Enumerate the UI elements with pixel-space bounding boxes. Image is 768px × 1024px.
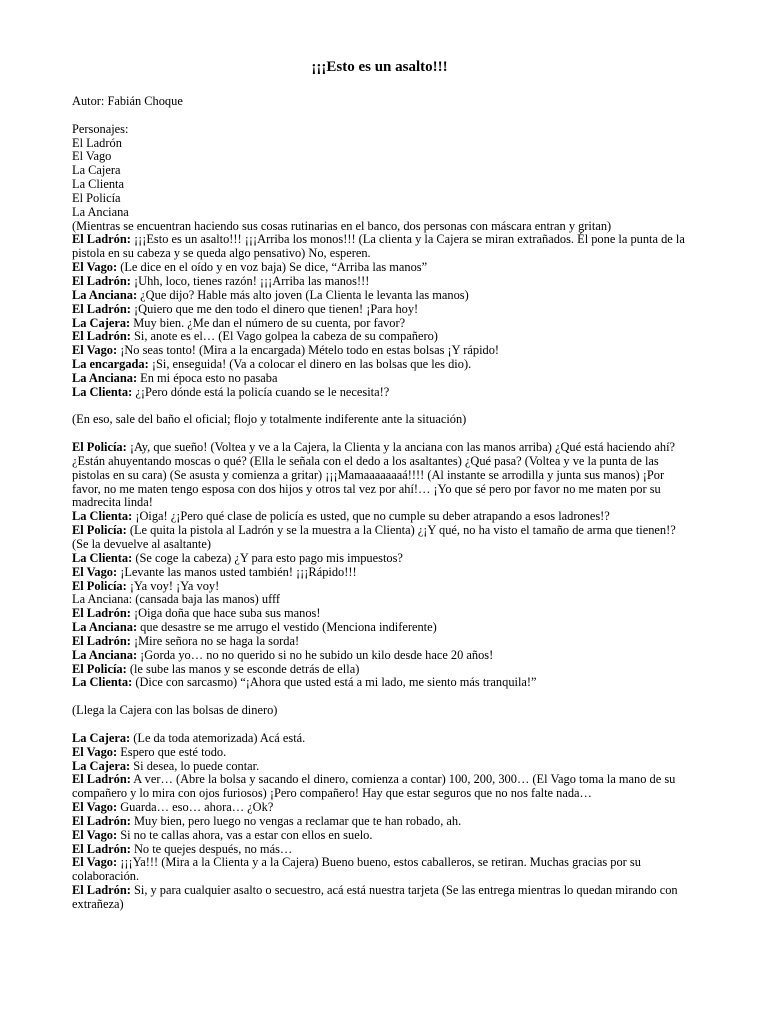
dialogue-line (72, 524, 687, 552)
dialogue-block (72, 441, 687, 690)
character-item: El Vago (72, 149, 112, 164)
speaker-colon: : (128, 509, 133, 524)
dialogue-text: A ver… (Abre la bolsa y sacando el dinero, comienza a contar) 100, 200, 300… (El Vago toma la mano de su compañero y lo mira con ojos furiosos) ¡Pero compañero! Hay que estar seguros que no nos falte nada… (72, 772, 676, 801)
dialogue-text: Muy bien. ¿Me dan el número de su cuenta, por favor? (130, 315, 406, 330)
speaker-name: El Ladrón (72, 232, 127, 247)
dialogue-line (72, 607, 687, 621)
speaker-colon: : (126, 273, 131, 288)
dialogue-text: ¡Oiga! ¿¡Pero qué clase de policía es usted, que no cumple su deber atrapando a esos ladrones!? (132, 509, 610, 524)
dialogue-line (72, 303, 687, 317)
speaker-name: El Vago (72, 855, 113, 870)
dialogue-text: (le sube las manos y se esconde detrás de ella) (126, 661, 360, 676)
dialogue-line (72, 330, 687, 344)
dialogue-line (72, 856, 687, 884)
speaker-colon: : (126, 232, 131, 247)
dialogue-line (72, 441, 687, 510)
dialogue-line (72, 289, 687, 303)
dialogue-line (72, 621, 687, 635)
spacer (72, 109, 687, 123)
speaker-name: La Anciana (72, 647, 133, 662)
character-item: El Ladrón (72, 135, 122, 150)
speaker-colon: : (112, 855, 118, 870)
dialogue-line (72, 635, 687, 649)
character-item: La Cajera (72, 163, 121, 178)
dialogue-line (72, 233, 687, 261)
stage-direction: (En eso, sale del baño el oficial; flojo y totalmente indiferente ante la situación) (72, 412, 467, 427)
dialogue-line (72, 386, 687, 400)
speaker-name: El Vago (72, 827, 113, 842)
dialogue-text: ¡¡¡Esto es un asalto!!! ¡¡¡Arriba los monos!!! (La clienta y la Cajera se miran extrañados. Él pone la punta de la pistola en su cabeza y se queda algo pensativo) No, esperen. (72, 232, 685, 261)
dialogue-line (72, 884, 687, 912)
dialogue-line (72, 580, 687, 594)
speaker-name: La Cajera (72, 730, 127, 745)
document-title: ¡¡¡Esto es un asalto!!! (311, 59, 448, 75)
dialogue-text: ¡Quiero que me den todo el dinero que tienen! ¡Para hoy! (130, 301, 419, 316)
speaker-name: La Clienta (72, 550, 129, 565)
dialogue-line (72, 593, 687, 607)
dialogue-text: ¿¡Pero dónde está la policía cuando se le necesita!? (132, 384, 390, 399)
speaker-name: La Clienta (72, 509, 129, 524)
dialogue-line (72, 843, 687, 857)
dialogue-text: ¡Mire señora no se haga la sorda! (130, 633, 300, 648)
dialogue-text: ¡¡¡Ya!!! (Mira a la Clienta y a la Cajera) Bueno bueno, estos caballeros, se retiran. Muchas gracias por su colaboración. (72, 855, 641, 884)
speaker-name: El Policía (72, 578, 123, 593)
dialogue-line (72, 676, 687, 690)
speaker-colon: : (126, 772, 131, 787)
dialogue-line (72, 275, 687, 289)
speaker-colon: : (112, 800, 118, 815)
dialogue-text: ¡Ya voy! ¡Ya voy! (126, 578, 220, 593)
dialogue-line (72, 760, 687, 774)
speaker-colon: : (122, 578, 127, 593)
speaker-name: El Policía (72, 661, 123, 676)
dialogue-text: ¡Oiga doña que hace suba sus manos! (130, 606, 321, 621)
speaker-colon: : (112, 744, 118, 759)
dialogue-text: Si, y para cualquier asalto o secuestro, acá está nuestra tarjeta (Se las entrega mientras lo quedan mirando con extrañeza) (72, 883, 678, 911)
speaker-name: El Vago (72, 343, 113, 358)
speaker-name: El Vago (72, 800, 113, 815)
speaker-name: La Anciana (72, 620, 133, 635)
speaker-colon: : (132, 370, 138, 385)
dialogue-text: Guarda… eso… ahora… ¿Ok? (117, 800, 274, 815)
dialogue-text: En mi época esto no pasaba (137, 370, 278, 385)
dialogue-text: Si no te callas ahora, vas a estar con ellos en suelo. (117, 827, 373, 842)
speaker-name: El Ladrón (72, 273, 127, 288)
speaker-name: El Ladrón (72, 841, 127, 856)
dialogue-text: (Le quita la pistola al Ladrón y se la muestra a la Clienta) ¿¡Y qué, no ha visto el tamaño de arma que tienen!? (Se la devuelve al asaltante) (72, 523, 676, 551)
dialogue-text: ¿Que dijo? Hable más alto joven (La Clienta le levanta las manos) (137, 287, 469, 302)
speaker-colon: : (112, 564, 118, 579)
dialogue-text: Muy bien, pero luego no vengas a reclamar que te han robado, ah. (130, 813, 462, 828)
dialogue-line (72, 746, 687, 760)
dialogue-text: La Anciana: (cansada baja las manos) ufff (72, 592, 281, 607)
spacer (72, 400, 687, 414)
dialogue-text: ¡No seas tonto! (Mira a la encargada) Mételo todo en estas bolsas ¡Y rápido! (117, 343, 500, 358)
dialogue-line (72, 552, 687, 566)
speaker-colon: : (126, 315, 131, 330)
speaker-colon: : (126, 329, 131, 344)
speaker-colon: : (122, 523, 127, 538)
author-line: Autor: Fabián Choque (72, 94, 183, 108)
dialogue-line (72, 663, 687, 677)
dialogue-text: Si, anote es el… (El Vago golpea la cabeza de su compañero) (130, 329, 438, 344)
dialogue-line (72, 801, 687, 815)
speaker-colon: : (126, 730, 131, 745)
speaker-name: El Ladrón (72, 883, 127, 898)
spacer (72, 718, 687, 732)
characters-heading: Personajes: (72, 121, 129, 136)
dialogue-text: Espero que esté todo. (117, 744, 227, 759)
speaker-colon: : (112, 827, 118, 842)
dialogue-line (72, 220, 687, 234)
dialogue-text: (Se coge la cabeza) ¿Y para esto pago mis impuestos? (132, 550, 403, 565)
dialogue-text: ¡Gorda yo… no no querido si no he subido un kilo desde hace 20 años! (137, 647, 494, 662)
dialogue-line (72, 773, 687, 801)
speaker-name: La Clienta (72, 384, 129, 399)
dialogue-line (72, 372, 687, 386)
speaker-colon: : (122, 440, 127, 455)
dialogue-line (72, 732, 687, 746)
speaker-name: El Ladrón (72, 813, 127, 828)
dialogue-line (72, 815, 687, 829)
character-item: La Anciana (72, 204, 129, 219)
speaker-name: La Anciana (72, 370, 133, 385)
dialogue-line (72, 344, 687, 358)
dialogue-line (72, 566, 687, 580)
speaker-name: El Ladrón (72, 301, 127, 316)
speaker-name: La encargada (72, 357, 145, 372)
dialogue-line (72, 317, 687, 331)
speaker-colon: : (128, 550, 133, 565)
dialogue-line (72, 649, 687, 663)
speaker-name: El Vago (72, 744, 113, 759)
dialogue-text: (Mientras se encuentran haciendo sus cosas rutinarias en el banco, dos personas con máscara entran y gritan) (72, 218, 612, 233)
dialogue-text: ¡Levante las manos usted también! ¡¡¡Rápido!!! (117, 564, 357, 579)
speaker-name: El Vago (72, 564, 113, 579)
speaker-colon: : (122, 661, 127, 676)
speaker-name: La Cajera (72, 758, 127, 773)
stage-direction: (Llega la Cajera con las bolsas de dinero) (72, 703, 278, 718)
dialogue-block (72, 732, 687, 912)
dialogue-text: Si desea, lo puede contar. (130, 758, 260, 773)
speaker-colon: : (128, 675, 133, 690)
speaker-colon: : (112, 260, 118, 275)
speaker-colon: : (132, 647, 138, 662)
speaker-name: El Ladrón (72, 606, 127, 621)
speaker-colon: : (128, 384, 133, 399)
speaker-name: El Ladrón (72, 772, 127, 787)
speaker-name: La Anciana (72, 287, 133, 302)
character-item: La Clienta (72, 177, 124, 192)
speaker-name: El Vago (72, 260, 113, 275)
speaker-colon: : (144, 357, 149, 372)
dialogue-line (72, 829, 687, 843)
speaker-colon: : (132, 287, 138, 302)
speaker-colon: : (126, 633, 131, 648)
speaker-colon: : (126, 813, 131, 828)
dialogue-text: No te quejes después, no más… (130, 841, 293, 856)
speaker-colon: : (132, 620, 138, 635)
spacer (72, 427, 687, 441)
speaker-name: La Cajera (72, 315, 127, 330)
document-page (72, 58, 687, 912)
dialogue-text: (Le da toda atemorizada) Acá está. (130, 730, 306, 745)
dialogue-line (72, 358, 687, 372)
dialogue-text: (Le dice en el oído y en voz baja) Se dice, “Arriba las manos” (117, 260, 428, 275)
speaker-colon: : (126, 758, 131, 773)
dialogue-text: ¡Ay, que sueño! (Voltea y ve a la Cajera, la Clienta y la anciana con las manos arriba) ¿Qué está haciendo ahí? ¿Están ahuyentando moscas o qué? (Ella le señala con el dedo a los asaltantes) ¿Qué pasa? (Voltea y ve la punta de las pistolas en su cara) (Se asusta y comienza a gritar) ¡¡¡Mamaaaaaaaá!!!! (Al instante se arrodilla y junta sus manos) ¡Por favor, no me maten tengo esposa con dos hijos y otros tal vez por ahí!… ¡Yo que sé pero por favor no me maten por su madrecita linda! (72, 440, 676, 510)
speaker-name: El Policía (72, 523, 123, 538)
dialogue-text: ¡Uhh, loco, tienes razón! ¡¡¡Arriba las manos!!! (130, 273, 370, 288)
speaker-name: El Policía (72, 440, 123, 455)
speaker-name: La Clienta (72, 675, 129, 690)
characters-list (72, 137, 687, 220)
dialogue-text: (Dice con sarcasmo) “¡Ahora que usted está a mi lado, me siento más tranquila!” (132, 675, 537, 690)
spacer (72, 690, 687, 704)
speaker-colon: : (112, 343, 118, 358)
dialogue-text: que desastre se me arrugo el vestido (Menciona indiferente) (137, 620, 437, 635)
speaker-name: El Ladrón (72, 633, 127, 648)
dialogue-line (72, 261, 687, 275)
character-item: El Policía (72, 190, 121, 205)
speaker-colon: : (126, 883, 131, 898)
dialogue-line (72, 510, 687, 524)
dialogue-block (72, 220, 687, 400)
speaker-colon: : (126, 301, 131, 316)
speaker-colon: : (126, 841, 131, 856)
dialogue-text: ¡Si, enseguida! (Va a colocar el dinero en las bolsas que les dio). (148, 357, 472, 372)
speaker-name: El Ladrón (72, 329, 127, 344)
speaker-colon: : (126, 606, 131, 621)
